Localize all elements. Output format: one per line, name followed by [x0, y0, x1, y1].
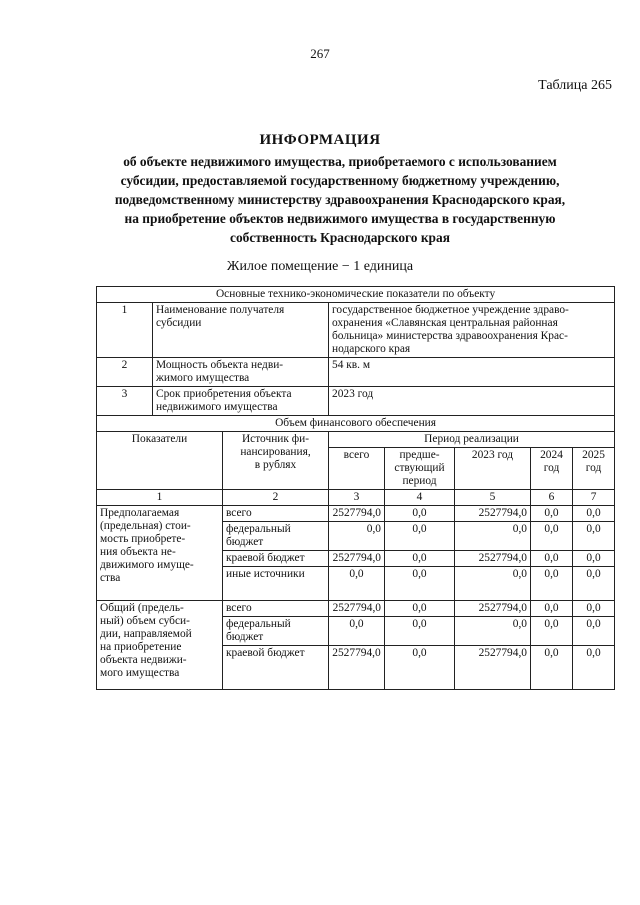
- value-total: 0,0: [329, 617, 385, 646]
- subtitle-line: субсидии, предоставляемой государственному бюджетному учреждению,: [120, 173, 560, 188]
- indicator-row: [97, 387, 615, 416]
- text-line: государственное бюджетное учреждение здраво-: [332, 304, 569, 316]
- value-2025: 0,0: [573, 601, 615, 617]
- value-prev: 0,0: [385, 617, 455, 646]
- section-header-row: [97, 416, 615, 432]
- value-2025: 0,0: [573, 522, 615, 551]
- value-prev: 0,0: [385, 601, 455, 617]
- col-prev: [385, 448, 455, 490]
- text-line: Предполагаемая: [100, 507, 180, 519]
- text-line: движимого имуще-: [100, 559, 194, 571]
- section1-header: Основные технико-экономические показатели по объекту: [97, 287, 615, 303]
- text-line: субсидии: [156, 317, 202, 329]
- indicator-row: [97, 303, 615, 358]
- value-total: 2527794,0: [329, 646, 385, 690]
- text-line: Срок приобретения объекта: [156, 388, 292, 400]
- indicator-value: 54 кв. м: [329, 358, 615, 387]
- group-label: [97, 601, 223, 690]
- value-2024: 0,0: [531, 522, 573, 551]
- text-line: дии, направляемой: [100, 628, 192, 640]
- col-number: 5: [455, 490, 531, 506]
- text-line: недвижимого имущества: [156, 401, 278, 413]
- text-line: (предельная) стои-: [100, 520, 191, 532]
- text-line: в рублях: [254, 459, 297, 471]
- finance-row: [97, 601, 615, 617]
- value-prev: 0,0: [385, 522, 455, 551]
- value-2025: 0,0: [573, 646, 615, 690]
- column-header-row: [97, 432, 615, 448]
- source-cell: иные источники: [223, 567, 329, 601]
- text-line: Наименование получателя: [156, 304, 285, 316]
- text-line: нансирования,: [240, 446, 311, 458]
- value-2025: 0,0: [573, 567, 615, 601]
- text-line: мость приобрете-: [100, 533, 186, 545]
- text-line: год: [543, 462, 560, 474]
- column-number-row: [97, 490, 615, 506]
- col-total: всего: [329, 448, 385, 490]
- col-indicators: Показатели: [97, 432, 223, 490]
- value-2023: 0,0: [455, 617, 531, 646]
- indicator-row: [97, 358, 615, 387]
- value-prev: 0,0: [385, 506, 455, 522]
- section-header-row: [97, 287, 615, 303]
- value-2023: 0,0: [455, 567, 531, 601]
- document-subtitle: [80, 152, 600, 247]
- text-line: жимого имущества: [156, 372, 250, 384]
- value-prev: 0,0: [385, 567, 455, 601]
- page-number: 267: [310, 46, 330, 61]
- text-line: нодарского края: [332, 343, 411, 355]
- value-total: 2527794,0: [329, 506, 385, 522]
- value-2025: 0,0: [573, 551, 615, 567]
- value-2024: 0,0: [531, 646, 573, 690]
- text-line: бюджет: [226, 631, 264, 643]
- text-line: бюджет: [226, 536, 264, 548]
- text-line: предше-: [399, 449, 440, 461]
- col-number: 7: [573, 490, 615, 506]
- section2-header: Объем финансового обеспечения: [97, 416, 615, 432]
- indicator-label: [153, 303, 329, 358]
- text-line: 2025: [582, 449, 605, 461]
- text-line: объекта недвижи-: [100, 654, 187, 666]
- value-2023: 2527794,0: [455, 646, 531, 690]
- source-cell: всего: [223, 506, 329, 522]
- text-line: период: [402, 475, 437, 487]
- indicator-label: [153, 358, 329, 387]
- col-2024: [531, 448, 573, 490]
- text-line: больница» министерства здравоохранения Крас-: [332, 330, 568, 342]
- value-2024: 0,0: [531, 617, 573, 646]
- table-label: Таблица 265: [538, 78, 612, 93]
- text-line: федеральный: [226, 523, 291, 535]
- value-2025: 0,0: [573, 506, 615, 522]
- text-line: год: [585, 462, 602, 474]
- value-2024: 0,0: [531, 506, 573, 522]
- value-total: 2527794,0: [329, 601, 385, 617]
- text-line: на приобретение: [100, 641, 182, 653]
- value-2023: 2527794,0: [455, 506, 531, 522]
- source-cell: [223, 522, 329, 551]
- value-total: 2527794,0: [329, 551, 385, 567]
- col-number: 3: [329, 490, 385, 506]
- indicator-number: 1: [97, 303, 153, 358]
- value-2024: 0,0: [531, 567, 573, 601]
- indicator-number: 2: [97, 358, 153, 387]
- group-label: [97, 506, 223, 601]
- value-2024: 0,0: [531, 551, 573, 567]
- text-line: Общий (предель-: [100, 602, 184, 614]
- text-line: Источник фи-: [241, 433, 310, 445]
- col-source: [223, 432, 329, 490]
- subtitle-line: собственность Краснодарского края: [230, 230, 450, 245]
- subtitle-line: подведомственному министерству здравоохранения Краснодарского края,: [114, 192, 566, 207]
- col-number: 4: [385, 490, 455, 506]
- value-2023: 0,0: [455, 522, 531, 551]
- text-line: охранения «Славянская центральная районная: [332, 317, 558, 329]
- subtitle-line: об объекте недвижимого имущества, приобретаемого с использованием: [123, 154, 557, 169]
- document-title: ИНФОРМАЦИЯ: [259, 132, 381, 148]
- value-2023: 2527794,0: [455, 601, 531, 617]
- text-line: ства: [100, 572, 121, 584]
- object-description: Жилое помещение − 1 единица: [226, 259, 414, 274]
- text-line: мого имущества: [100, 667, 180, 679]
- indicator-number: 3: [97, 387, 153, 416]
- col-number: 1: [97, 490, 223, 506]
- text-line: 2024: [540, 449, 563, 461]
- source-cell: краевой бюджет: [223, 551, 329, 567]
- source-cell: [223, 617, 329, 646]
- info-table: [96, 286, 615, 690]
- subtitle-line: на приобретение объектов недвижимого имущества в государственную: [124, 211, 556, 226]
- indicator-value: [329, 303, 615, 358]
- value-2025: 0,0: [573, 617, 615, 646]
- value-prev: 0,0: [385, 646, 455, 690]
- value-total: 0,0: [329, 522, 385, 551]
- text-line: Мощность объекта недви-: [156, 359, 284, 371]
- finance-row: [97, 506, 615, 522]
- indicator-value: 2023 год: [329, 387, 615, 416]
- col-period: Период реализации: [329, 432, 615, 448]
- col-number: 2: [223, 490, 329, 506]
- col-number: 6: [531, 490, 573, 506]
- col-2025: [573, 448, 615, 490]
- value-2024: 0,0: [531, 601, 573, 617]
- value-prev: 0,0: [385, 551, 455, 567]
- text-line: ствующий: [394, 462, 445, 474]
- value-total: 0,0: [329, 567, 385, 601]
- text-line: федеральный: [226, 618, 291, 630]
- indicator-label: [153, 387, 329, 416]
- source-cell: всего: [223, 601, 329, 617]
- col-2023: 2023 год: [455, 448, 531, 490]
- text-line: ния объекта не-: [100, 546, 176, 558]
- value-2023: 2527794,0: [455, 551, 531, 567]
- source-cell: краевой бюджет: [223, 646, 329, 690]
- text-line: ный) объем субси-: [100, 615, 190, 627]
